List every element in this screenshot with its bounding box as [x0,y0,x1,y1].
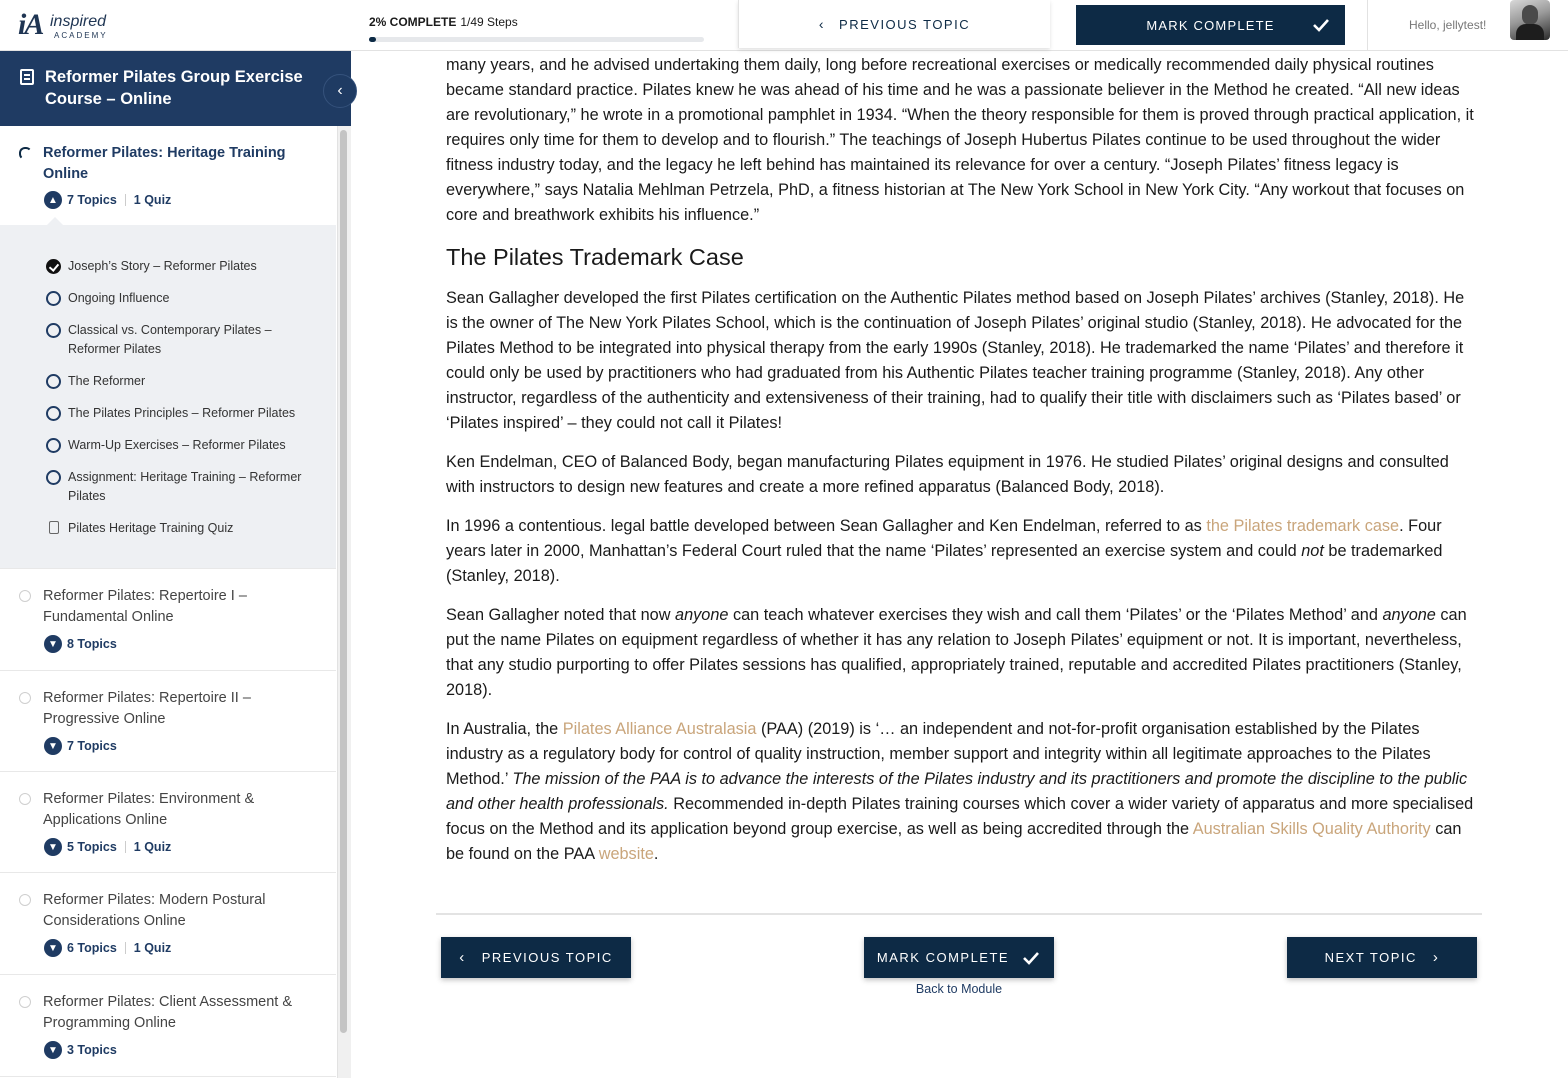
logo-word: inspired [50,13,107,30]
lesson-item [0,772,336,873]
lesson-title[interactable]: Reformer Pilates: Repertoire II – Progressive Online [43,690,251,727]
incomplete-circle-icon [46,323,61,338]
text: In 1996 a contentious. legal battle developed between Sean Gallagher and Ken Endelman, referred to as [446,517,1207,535]
chevron-down-icon[interactable]: ▼ [44,1041,62,1059]
lesson-meta[interactable] [44,191,171,209]
next-topic-label: NEXT TOPIC [1324,950,1417,965]
divider [125,841,126,853]
topic-count: 3 Topics [67,1043,117,1057]
course-document-icon [20,69,34,85]
topic-label: Warm-Up Exercises – Reformer Pilates [68,438,286,452]
previous-topic-label: PREVIOUS TOPIC [481,950,613,965]
paragraph [446,717,1478,867]
top-previous-topic-button[interactable] [738,0,1050,48]
course-sidebar [0,51,351,1078]
main-content [352,51,1568,1078]
not-started-status-icon [19,793,31,805]
topic-list [0,225,336,568]
not-started-status-icon [19,996,31,1008]
lesson-title[interactable]: Reformer Pilates: Repertoire I – Fundamental Online [43,588,247,625]
text: In Australia, the [446,720,563,738]
top-mark-complete-button[interactable] [1076,5,1345,45]
paragraph: Sean Gallagher developed the first Pilates certification on the Authentic Pilates method based on Joseph Pilates’ archives (Stanley, 2018). He is the owner of The New York Pilates School, which is the continuation of Joseph Pilates’ original studio (Stanley, 2018). He advocated for the Pilates Method to be integrated into physical therapy from the early 1990s (Stanley, 2018). He trademarked the name ‘Pilates’ and therefore it could only be used by practitioners who had graduated from his Authentic Pilates teacher training programme (Stanley, 2018). Any other instructor, regardless of the authenticity and extensiveness of their training, had to qualify their title with disclaimers such as ‘Pilates based’ or ‘Pilates inspired’ – they could not call it Pilates! [446,289,1465,432]
next-topic-button[interactable] [1287,937,1477,978]
lesson-title[interactable]: Reformer Pilates: Client Assessment & Programming Online [43,994,293,1031]
lesson-title[interactable]: Reformer Pilates: Environment & Applications Online [43,791,255,828]
avatar[interactable] [1510,0,1550,40]
paragraph [446,603,1478,703]
asqa-link[interactable]: Australian Skills Quality Authority [1192,820,1431,838]
progress-bar [369,37,704,42]
divider [125,194,126,206]
top-previous-topic-label: PREVIOUS TOPIC [839,16,971,32]
text: can be found on the PAA [446,820,1462,863]
logo-sub: ACADEMY [54,31,108,40]
topic-item[interactable] [46,372,316,391]
quiz-count: 1 Quiz [133,193,172,207]
top-mark-complete-label: MARK COMPLETE [1146,17,1275,33]
paragraph: many years, and he advised undertaking them daily, long before recreational exercises or medically recommended daily physical routines became standard practice. Pilates knew he was ahead of his time and he was a passionate believer in the Method he created. “All new ideas are revolutionary,” he wrote in a promotional pamphlet in 1934. “When the theory responsible for them is proved through practical application, it requires only time for them to develop and to flourish.” The teachings of Joseph Hubertus Pilates continue to be used throughout the wider fitness industry today, and the legacy he left behind has maintained its relevance for over a century. “Joseph Pilates’ fitness legacy is everywhere,” says Natalia Mehlman Petrzela, PhD, a fitness historian at The New York School in New York City. “Any workout that focuses on core and breathwork exhibits his influence.” [446,56,1474,224]
text: (PAA) (2019) is ‘… an independent and not-for-profit organisation established by the Pilates industry as a regulatory body for control of quality instruction, member support and integrity within all legitimate approaches to the Pilates Method.’ [446,720,1431,788]
progress-steps: 1/49 Steps [460,15,518,29]
text: be trademarked (Stanley, 2018). [446,542,1443,585]
topic-count: 7 Topics [67,193,117,207]
incomplete-circle-icon [46,470,61,485]
divider [1367,0,1368,51]
chevron-down-icon[interactable]: ▼ [44,737,62,755]
paragraph [446,514,1478,589]
user-greeting[interactable]: Hello, jellytest! [1409,18,1487,32]
quiz-item[interactable] [46,519,316,538]
lesson-item [0,671,336,772]
topic-label: The Pilates Principles – Reformer Pilates [68,406,296,420]
topic-item[interactable] [46,436,316,455]
not-started-status-icon [19,692,31,704]
quiz-label: Pilates Heritage Training Quiz [68,521,234,535]
lesson-meta[interactable] [44,838,171,856]
lesson-title[interactable]: Reformer Pilates: Heritage Training Online [43,145,286,182]
topic-label: Classical vs. Contemporary Pilates – Reformer Pilates [68,323,272,356]
lesson-meta[interactable] [44,635,117,653]
course-progress [369,13,704,42]
lesson-meta[interactable] [44,939,171,957]
text: Sean Gallagher noted that now [446,606,676,624]
in-progress-status-icon [19,147,32,160]
topic-count: 5 Topics [67,840,117,854]
lesson-meta[interactable] [44,1041,117,1059]
lesson-item [0,873,336,975]
completed-check-icon [46,259,61,274]
top-bar [0,0,1568,51]
emphasis: anyone [1382,606,1436,624]
lesson-item [0,569,336,671]
course-header [0,51,351,126]
topic-count: 8 Topics [67,637,117,651]
topic-item[interactable] [46,289,316,308]
topic-label: Joseph’s Story – Reformer Pilates [68,259,257,273]
lesson-item [0,975,336,1077]
topic-item[interactable] [46,404,316,423]
lesson-title[interactable]: Reformer Pilates: Modern Postural Considerations Online [43,892,266,929]
chevron-down-icon[interactable]: ▼ [44,635,62,653]
progress-fill [369,37,376,42]
panel-notch [46,217,64,226]
text: Recommended in-depth Pilates training courses which cover a wider variety of apparatus and more specialised focus on the Method and its application beyond group exercise, as well as being accredited through the [446,795,1474,838]
pilates-alliance-link[interactable]: Pilates Alliance Australasia [562,720,757,738]
course-title[interactable]: Reformer Pilates Group Exercise Course – Online [45,68,303,108]
incomplete-circle-icon [46,438,61,453]
topic-label: The Reformer [68,374,146,388]
chevron-down-icon[interactable]: ▼ [44,838,62,856]
emphasis: not [1301,542,1324,560]
logo[interactable] [18,8,118,44]
divider [436,913,1482,915]
chevron-right-icon: › [1432,949,1440,966]
chevron-down-icon[interactable]: ▼ [44,939,62,957]
lesson-meta[interactable] [44,737,117,755]
chevron-up-icon[interactable]: ▲ [44,191,62,209]
section-heading: The Pilates Trademark Case [446,244,744,270]
topic-label: Assignment: Heritage Training – Reformer Pilates [68,470,302,503]
mark-complete-label: MARK COMPLETE [876,950,1010,965]
checkmark-icon [1021,948,1041,968]
paa-website-link[interactable]: website [598,845,654,863]
incomplete-circle-icon [46,291,61,306]
previous-topic-button[interactable] [441,937,631,978]
divider [125,942,126,954]
chevron-left-icon: ‹ [818,16,826,32]
quiz-count: 1 Quiz [133,840,172,854]
progress-percent: 2% COMPLETE [369,15,457,29]
incomplete-circle-icon [46,406,61,421]
trademark-case-link[interactable]: the Pilates trademark case [1206,517,1400,535]
text: can teach whatever exercises they wish and call them ‘Pilates’ or the ‘Pilates Method’ and [728,606,1383,624]
incomplete-circle-icon [46,374,61,389]
mark-complete-button[interactable] [864,937,1054,978]
topic-item[interactable] [46,468,316,506]
text: can put the name Pilates on equipment regardless of whether it has any relation to Joseph Pilates’ equipment or not. It is important, nevertheless, that any studio purporting to offer Pilates sessions has qualified, appropriately trained, reputable and accredited Pilates practitioners (Stanley, 2018). [446,606,1467,699]
logo-mark: iA [18,8,43,41]
emphasis: The mission of the PAA is to advance the interests of the Pilates industry and its practitioners and promote the discipline to the public and other health professionals. [446,770,1468,813]
sidebar-scrollbar-thumb[interactable] [340,130,347,1033]
not-started-status-icon [19,894,31,906]
quiz-icon [49,521,59,534]
topic-item[interactable] [46,257,316,276]
quiz-count: 1 Quiz [133,941,172,955]
topic-count: 6 Topics [67,941,117,955]
topic-count: 7 Topics [67,739,117,753]
topic-item[interactable] [46,321,316,359]
not-started-status-icon [19,590,31,602]
chevron-left-icon: ‹ [459,949,466,966]
chevron-left-icon: ‹ [337,82,343,99]
emphasis: anyone [675,606,729,624]
checkmark-icon [1311,15,1331,35]
text: . [653,845,659,863]
text: . Four years later in 2000, Manhattan’s Federal Court ruled that the name ‘Pilates’ represented an exercise system and could [446,517,1442,560]
topic-label: Ongoing Influence [68,291,170,305]
paragraph: Ken Endelman, CEO of Balanced Body, began manufacturing Pilates equipment in 1976. He studied Pilates’ original designs and consulted with instructors to design new features and create a more refined apparatus (Balanced Body, 2018). [446,453,1449,496]
topic-content [446,53,1478,881]
back-to-module-link[interactable]: Back to Module [915,982,1003,996]
